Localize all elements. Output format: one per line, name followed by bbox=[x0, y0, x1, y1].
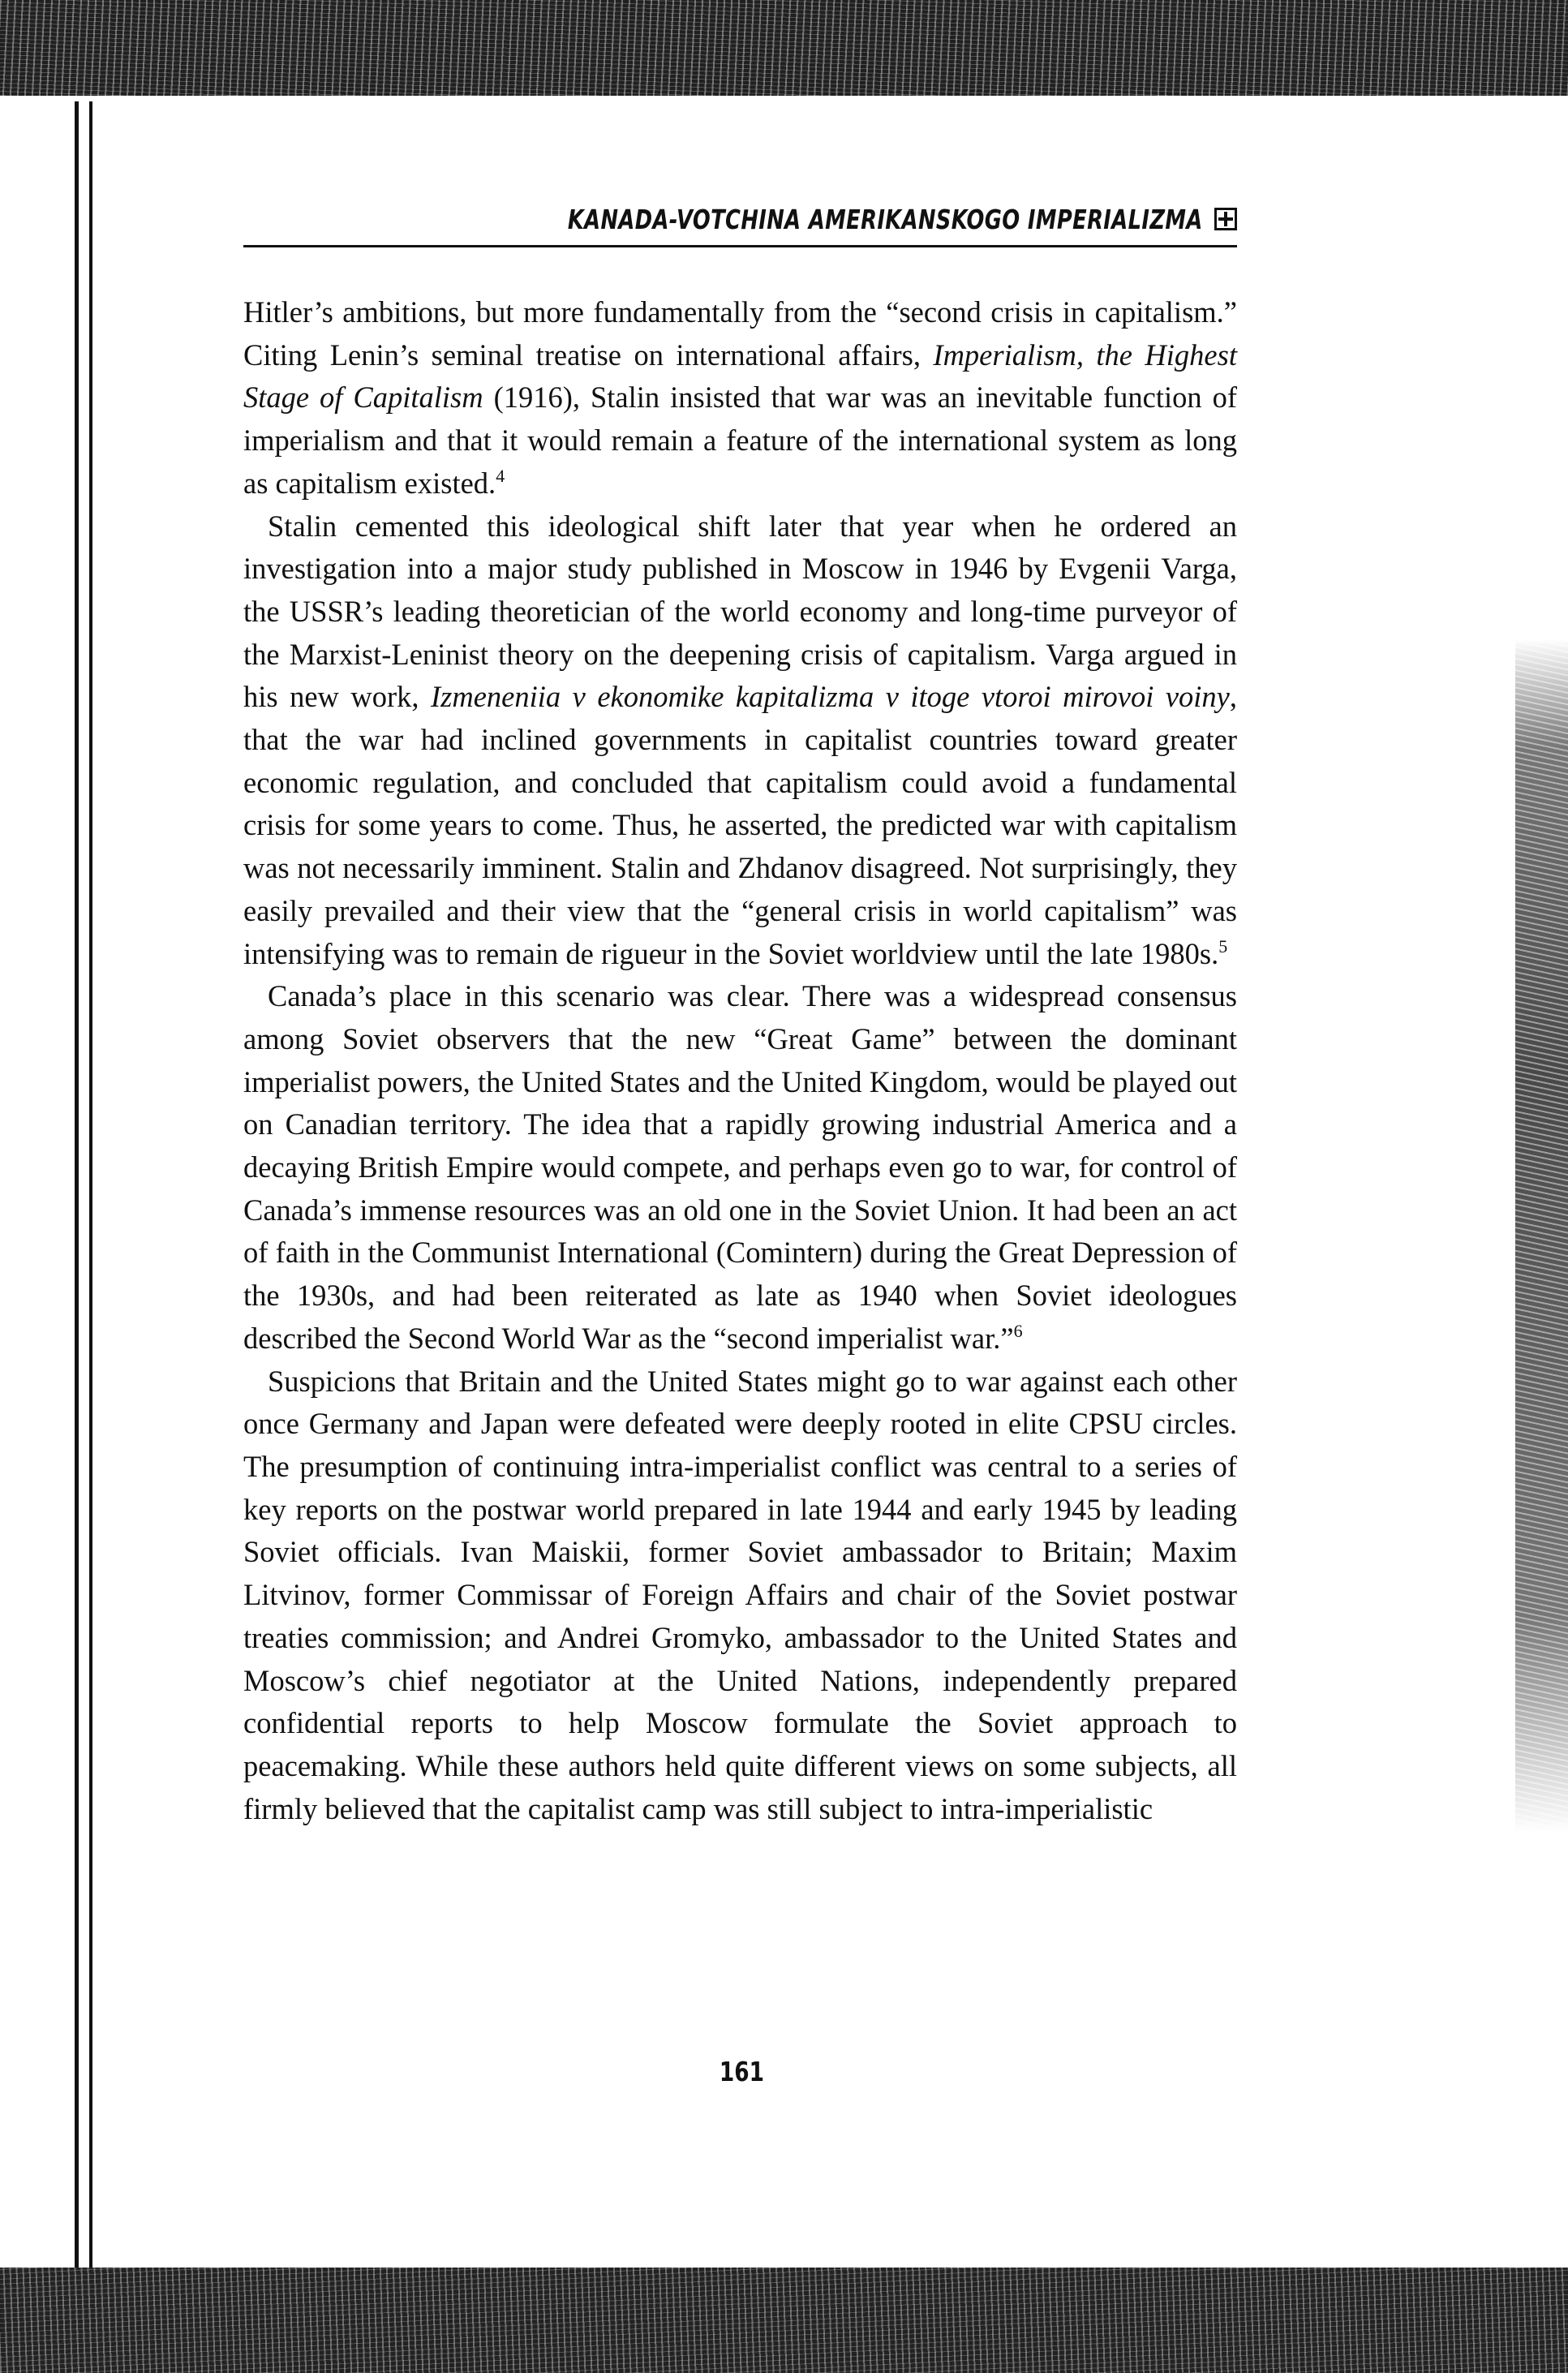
italic-title: Izmeneniia v ekonomike kapitalizma v itoge vtoroi mirovoi voiny bbox=[431, 680, 1230, 714]
book-spine-edge bbox=[75, 101, 79, 2268]
footnote-marker: 4 bbox=[496, 465, 505, 486]
text-run: Canada’s place in this scenario was clear. There was a widespread consensus among Soviet observers that the new “Great Game” between the dominant imperialist powers, the United States and the United Kingdom, would be played out on Canadian territory. The idea that a rapidly growing industrial America and a decaying British Empire would compete, and perhaps even go to war, for control of Canada’s immense resources was an old one in the Soviet Union. It had been an act of faith in the Communist International (Comintern) during the Great Depression of the 1930s, and had been reiterated as late as 1940 when Soviet ideologues described the Second World War as the “second imperialist war.” bbox=[243, 979, 1237, 1355]
paragraph bbox=[243, 505, 1237, 976]
footnote-marker: 6 bbox=[1013, 1320, 1023, 1341]
body-text bbox=[243, 291, 1237, 1830]
page-number: 161 bbox=[719, 2056, 765, 2087]
page-margin-left bbox=[0, 96, 75, 2268]
scan-border-top bbox=[0, 0, 1568, 96]
book-spine-edge-inner bbox=[89, 101, 92, 2268]
scan-border-bottom bbox=[0, 2268, 1568, 2373]
paragraph bbox=[243, 291, 1237, 505]
book-page bbox=[243, 195, 1237, 1830]
text-run: Suspicions that Britain and the United States might go to war against each other once Germany and Japan were defeated were deeply rooted in elite CPSU circles. The presumption of continuing intra-imperialist conflict was central to a series of key reports on the postwar world prepared in late 1944 and early 1945 by leading Soviet officials. Ivan Maiskii, former Soviet ambassador to Britain; Maxim Litvinov, former Commissar of Foreign Affairs and chair of the Soviet postwar treaties commission; and Andrei Gromyko, ambassador to the United States and Moscow’s chief negotiator at the United Nations, independently prepared confidential reports to help Moscow formulate the Soviet approach to peacemaking. While these authors held quite different views on some subjects, all firmly believed that the capitalist camp was still subject to intra-imperialistic bbox=[243, 1364, 1237, 1825]
paragraph bbox=[243, 975, 1237, 1360]
square-ornament-icon bbox=[1214, 208, 1237, 230]
paragraph bbox=[243, 1361, 1237, 1831]
text-run: (1916), Stalin insisted that war was an inevitable function of imperialism and that it would remain a feature of the international system as long as capitalism existed. bbox=[243, 380, 1237, 500]
running-head bbox=[243, 195, 1237, 247]
running-head-title: KANADA-VOTCHINA AMERIKANSKOGO IMPERIALIZMA bbox=[568, 204, 1203, 235]
footnote-marker: 5 bbox=[1218, 935, 1228, 957]
italic-title: Imperialism, the Highest Stage of Capitalism bbox=[243, 337, 1237, 415]
scan-border-right bbox=[1515, 96, 1568, 2268]
text-run: Stalin cemented this ideological shift later that year when he ordered an investigation into a major study published in Moscow in 1946 by Evgenii Varga, the USSR’s leading theoretician of the world economy and long-time purveyor of the Marxist-Leninist theory on the deepening crisis of capitalism. Varga argued in his new work, bbox=[243, 509, 1237, 714]
text-run: Hitler’s ambitions, but more fundamentally from the “second crisis in capitalism.” Citing Lenin’s seminal treatise on international affairs, bbox=[243, 295, 1237, 372]
text-run: , that the war had inclined governments in capitalist countries toward greater economic regulation, and concluded that capitalism could avoid a fundamental crisis for some years to come. Thus, he asserted, the predicted war with capitalism was not necessarily imminent. Stalin and Zhdanov disagreed. Not surprisingly, they easily prevailed and their view that the “general crisis in world capitalism” was intensifying was to remain de rigueur in the Soviet worldview until the late 1980s. bbox=[243, 680, 1238, 970]
